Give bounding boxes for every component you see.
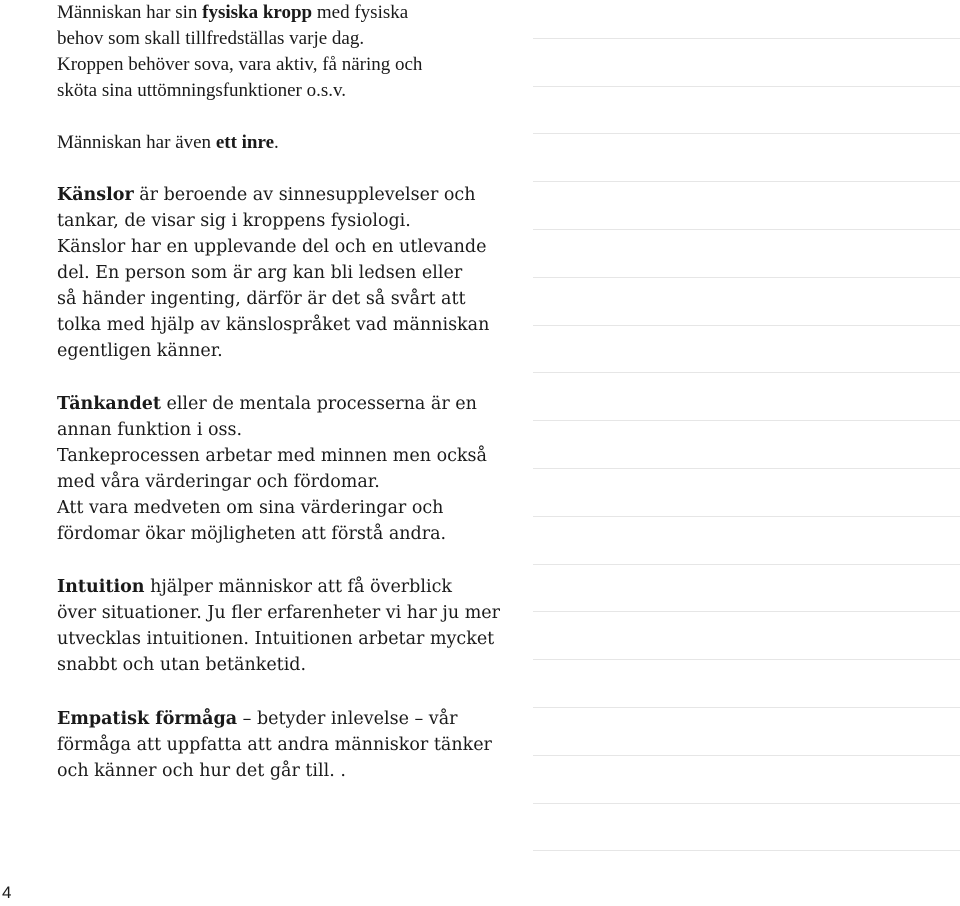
text-run: Människan har sin	[57, 2, 203, 23]
text-line: behov som skall tillfredställas varje dag.	[57, 28, 365, 49]
note-line	[533, 659, 960, 660]
text-line	[57, 706, 502, 732]
text-run: hjälper människor att få överblick	[144, 577, 452, 597]
note-line	[533, 181, 960, 182]
note-line	[533, 803, 960, 804]
note-line	[533, 850, 960, 851]
note-line	[533, 229, 960, 230]
bold-term-inner: ett inre	[215, 132, 275, 153]
text-line	[57, 574, 502, 600]
text-line	[57, 0, 502, 26]
bold-term-intuition: Intuition	[57, 577, 145, 597]
text-line: fördomar ökar möjligheten att förstå andra.	[57, 524, 447, 544]
paragraph-physical-body	[57, 0, 502, 104]
note-line	[533, 468, 960, 469]
text-line: annan funktion i oss.	[57, 420, 243, 440]
paragraph-intuition	[57, 574, 502, 678]
text-line: egentligen känner.	[57, 341, 223, 361]
text-run: .	[274, 132, 279, 153]
text-run: är beroende av sinnesupplevelser och	[133, 185, 476, 205]
bold-term-empathy: Empatisk förmåga	[57, 709, 238, 729]
text-line: så händer ingenting, därför är det så svårt att	[57, 289, 466, 309]
text-line: sköta sina uttömningsfunktioner o.s.v.	[57, 80, 347, 101]
text-line: tolka med hjälp av känslospråket vad människan	[57, 315, 490, 335]
paragraph-empathy	[57, 706, 502, 784]
note-line	[533, 277, 960, 278]
text-run: – betyder inlevelse – vår	[237, 709, 458, 729]
paragraph-feelings	[57, 182, 502, 364]
text-line: över situationer. Ju fler erfarenheter vi har ju mer	[57, 603, 501, 623]
bold-term-feelings: Känslor	[57, 185, 134, 205]
text-run: med fysiska	[312, 2, 409, 23]
text-line: del. En person som är arg kan bli ledsen eller	[57, 263, 463, 283]
note-line	[533, 420, 960, 421]
text-line	[57, 391, 502, 417]
bold-term-thinking: Tänkandet	[57, 394, 161, 414]
note-line	[533, 707, 960, 708]
text-line: Att vara medveten om sina värderingar och	[57, 498, 444, 518]
text-line: förmåga att uppfatta att andra människor tänker	[57, 735, 492, 755]
text-line: med våra värderingar och fördomar.	[57, 472, 380, 492]
note-lines	[533, 0, 960, 906]
note-line	[533, 755, 960, 756]
text-line: snabbt och utan betänketid.	[57, 655, 307, 675]
text-line: utvecklas intuitionen. Intuitionen arbetar mycket	[57, 629, 495, 649]
note-line	[533, 516, 960, 517]
page-number: 4	[2, 883, 12, 902]
text-line: och känner och hur det går till. .	[57, 761, 346, 781]
text-line	[57, 182, 502, 208]
note-line	[533, 564, 960, 565]
text-line	[57, 130, 502, 156]
bold-term-physical-body: fysiska kropp	[202, 2, 313, 23]
note-line	[533, 325, 960, 326]
note-line	[533, 86, 960, 87]
text-line: Känslor har en upplevande del och en utlevande	[57, 237, 487, 257]
paragraph-thinking	[57, 391, 502, 547]
text-line: Tankeprocessen arbetar med minnen men också	[57, 446, 487, 466]
text-line: tankar, de visar sig i kroppens fysiologi.	[57, 211, 411, 231]
note-line	[533, 38, 960, 39]
text-run: Människan har även	[57, 132, 216, 153]
paragraph-inner-self	[57, 130, 502, 156]
note-line	[533, 372, 960, 373]
note-line	[533, 611, 960, 612]
note-line	[533, 133, 960, 134]
text-run: eller de mentala processerna är en	[160, 394, 477, 414]
text-line: Kroppen behöver sova, vara aktiv, få näring och	[57, 54, 423, 75]
